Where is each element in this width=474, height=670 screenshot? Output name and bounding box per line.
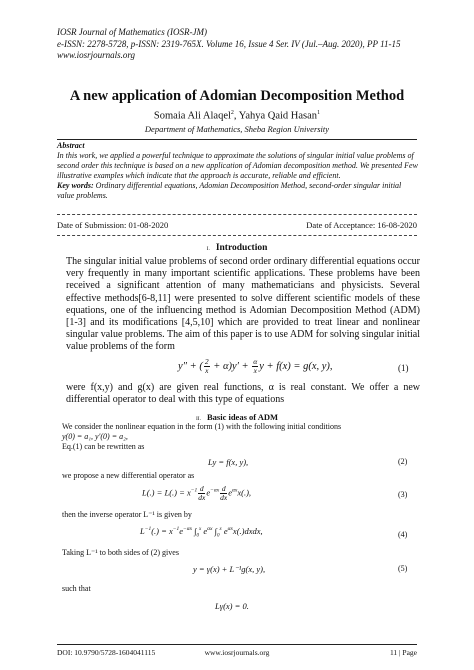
paper-title: A new application of Adomian Decomposition Method (69, 88, 405, 104)
equation-3: $L(.) = L(.) = x^{-1}$ $\frac{d}{dx}$ $e^{-\alpha x}$ $\frac{d}{dx}$ $e^{\alpha x}x(.)$, (142, 484, 252, 502)
abstract-top-rule (57, 139, 417, 140)
introduction-paragraph (66, 256, 420, 354)
equation-6: Lγ(x) = 0. (215, 601, 249, 611)
equation-2-number: (2) (398, 457, 408, 466)
submission-date: Date of Submission: 01-08-2020 (57, 220, 169, 230)
section-2-intro (62, 422, 417, 452)
equation-1-number: (1) (398, 363, 409, 373)
equation-5-number: (5) (398, 564, 408, 573)
section-2-title: Basic ideas of ADM (206, 412, 279, 422)
page-footer (57, 648, 417, 657)
abstract-block (57, 141, 419, 201)
section-2-p4: then the inverse operator L⁻¹ is given by (62, 510, 192, 519)
dates-row (57, 220, 417, 230)
equation-2: Ly = f(x, y), (208, 457, 249, 467)
section-1-number: I. (206, 246, 210, 252)
section-2-heading (40, 412, 434, 422)
equation-3-number: (3) (398, 490, 408, 499)
journal-name: IOSR Journal of Mathematics (IOSR-JM) (57, 27, 207, 37)
dates-bottom-rule (57, 235, 417, 236)
keywords-text: Ordinary differential equations, Adomian Decomposition Method, second-order singular initial value problems. (57, 181, 402, 200)
author-1: Somaia Ali Alaqel (153, 110, 231, 122)
section-2-p5: Taking L⁻¹ to both sides of (2) gives (62, 548, 179, 557)
author-1-sup: 2 (230, 110, 234, 116)
journal-header (57, 27, 437, 62)
intro-text: The singular initial value problems of second order ordinary differential equations occur very frequently in many important scientific applications. These problems have been received a significant attention of many mathematicians and physicists. Several effective methods[6-8,11] were presented to solve different scientific models of these equations, one of the influencing method is Adomian Decomposition Method (ADM) [1-3] and its modifications [4,5,10] which are provided to treat linear and nonlinear singular value problems. The aim of this paper is to use ADM for solving singular initial value problems of the form (66, 256, 420, 353)
footer-rule (57, 644, 417, 645)
equation-5: y = γ(x) + L⁻¹g(x, y), (193, 564, 266, 574)
acceptance-date: Date of Acceptance: 16-08-2020 (306, 220, 417, 230)
keywords-line (57, 181, 419, 201)
section-2-p1: We consider the nonlinear equation in the form (1) with the following initial conditions (62, 422, 342, 431)
section-2-p3: we propose a new differential operator as (62, 471, 195, 480)
abstract-text: In this work, we applied a powerful technique to approximate the solutions of singular initial value problems of second order this technique is based on a new application of Adomian decomposition method. We presented Few illustrative examples which indicate that the approach is accurate, reliable and efficient. (57, 151, 418, 180)
footer-page-number: 11 | Page (389, 648, 417, 657)
section-2-p6: such that (62, 584, 91, 593)
after-equation-text: were f(x,y) and g(x) are given real functions, α is real constant. We offer a new differential operator to deal with this type of equations (66, 382, 420, 406)
section-2-number: II. (195, 416, 201, 422)
journal-issn: e-ISSN: 2278-5728, p-ISSN: 2319-765X. Volume 16, Issue 4 Ser. IV (Jul.–Aug. 2020), PP 11-15 (57, 38, 401, 49)
author-line (40, 110, 434, 122)
author-separator: , (233, 110, 239, 122)
author-2: Yahya Qaid Hasan (238, 110, 318, 122)
abstract-heading: Abstract (57, 141, 85, 150)
initial-conditions: y(0) = a₁, y′(0) = a₂, (62, 432, 128, 441)
equation-4: $L^{-1}(.) = x^{-1}e^{-\alpha x}$ $\int_0^x$ $e^{\alpha x}$ $\int_0^x$ $e^{\alpha x}x(.)dxdx$, (140, 526, 263, 539)
section-2-p2: Eq.(1) can be rewritten as (62, 442, 145, 451)
footer-website: www.iosrjournals.org (204, 648, 270, 657)
affiliation: Department of Mathematics, Sheba Region University (144, 124, 330, 134)
after-equation-paragraph (66, 382, 420, 406)
section-1-title: Introduction (215, 243, 268, 253)
equation-4-number: (4) (398, 530, 408, 539)
equation-1: y″ + ( $\frac{2}{x}$ + α)y′ + $\frac{\alpha}{x}$ y + f(x) = g(x, y), (178, 357, 333, 375)
author-2-sup: 1 (317, 110, 321, 116)
abstract-bottom-rule (57, 214, 417, 215)
section-1-heading (40, 243, 434, 253)
journal-website: www.iosrjournals.org (57, 50, 136, 60)
footer-doi: DOI: 10.9790/5728-1604041115 (57, 648, 156, 657)
keywords-label: Key words: (57, 181, 94, 190)
